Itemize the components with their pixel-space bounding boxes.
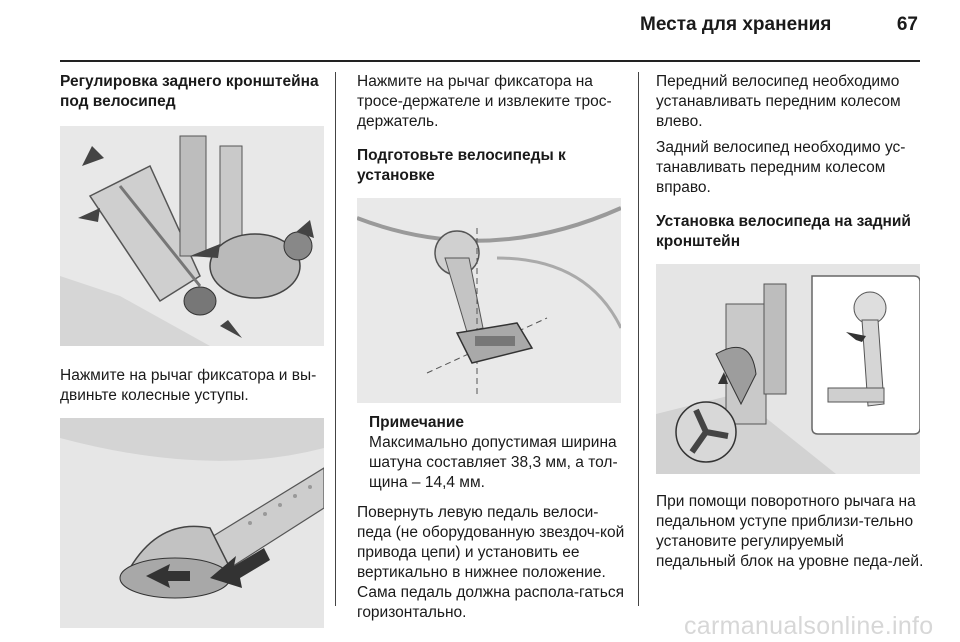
section-heading: Подготовьте велосипеды к установке <box>357 147 566 184</box>
pedal-lever-illustration <box>656 264 920 474</box>
column-divider <box>335 72 336 606</box>
column-3 <box>656 72 924 572</box>
paragraph: Нажмите на рычаг фиксатора и вы-двиньте колесные уступы. <box>60 367 317 404</box>
paragraph: Задний велосипед необходимо ус-танавливать передним колесом вправо. <box>656 139 906 196</box>
section-heading: Установка велосипеда на задний кронштейн <box>656 213 911 250</box>
paragraph: Передний велосипед необходимо устанавливать передним колесом влево. <box>656 73 901 130</box>
column-divider <box>638 72 639 606</box>
header-divider <box>60 60 920 62</box>
section-heading: Регулировка заднего кронштейна под велосипед <box>60 73 319 110</box>
crank-pedal-illustration <box>357 198 621 403</box>
paragraph: При помощи поворотного рычага на педальном уступе приблизи-тельно установите регулируемый педальный блок на уровне педа-лей. <box>656 493 924 570</box>
watermark: carmanualsonline.info <box>684 612 934 640</box>
section-title: Места для хранения <box>640 14 832 35</box>
note-box <box>357 413 625 493</box>
paragraph: Нажмите на рычаг фиксатора на тросе-держателе и извлеките трос-держатель. <box>357 73 612 130</box>
wheel-holder-illustration <box>60 418 324 628</box>
pedal-illustration <box>357 198 621 403</box>
column-1 <box>60 72 328 628</box>
column-2 <box>357 72 625 623</box>
pedal-block-illustration <box>656 264 920 474</box>
paragraph: Повернуть левую педаль велоси-педа (не оборудованную звездоч-кой привода цепи) и установить ее вертикально в нижнее положение. Сама педаль должна распола-гаться горизонтально. <box>357 504 625 621</box>
note-text: Максимально допустимая ширина шатуна составляет 38,3 мм, а тол-щина – 14,4 мм. <box>369 434 618 491</box>
wheel-step-illustration <box>60 418 324 628</box>
note-title: Примечание <box>369 414 464 431</box>
bracket-release-illustration <box>60 126 324 346</box>
page-number: 67 <box>896 14 918 35</box>
rear-bracket-illustration <box>60 126 324 346</box>
